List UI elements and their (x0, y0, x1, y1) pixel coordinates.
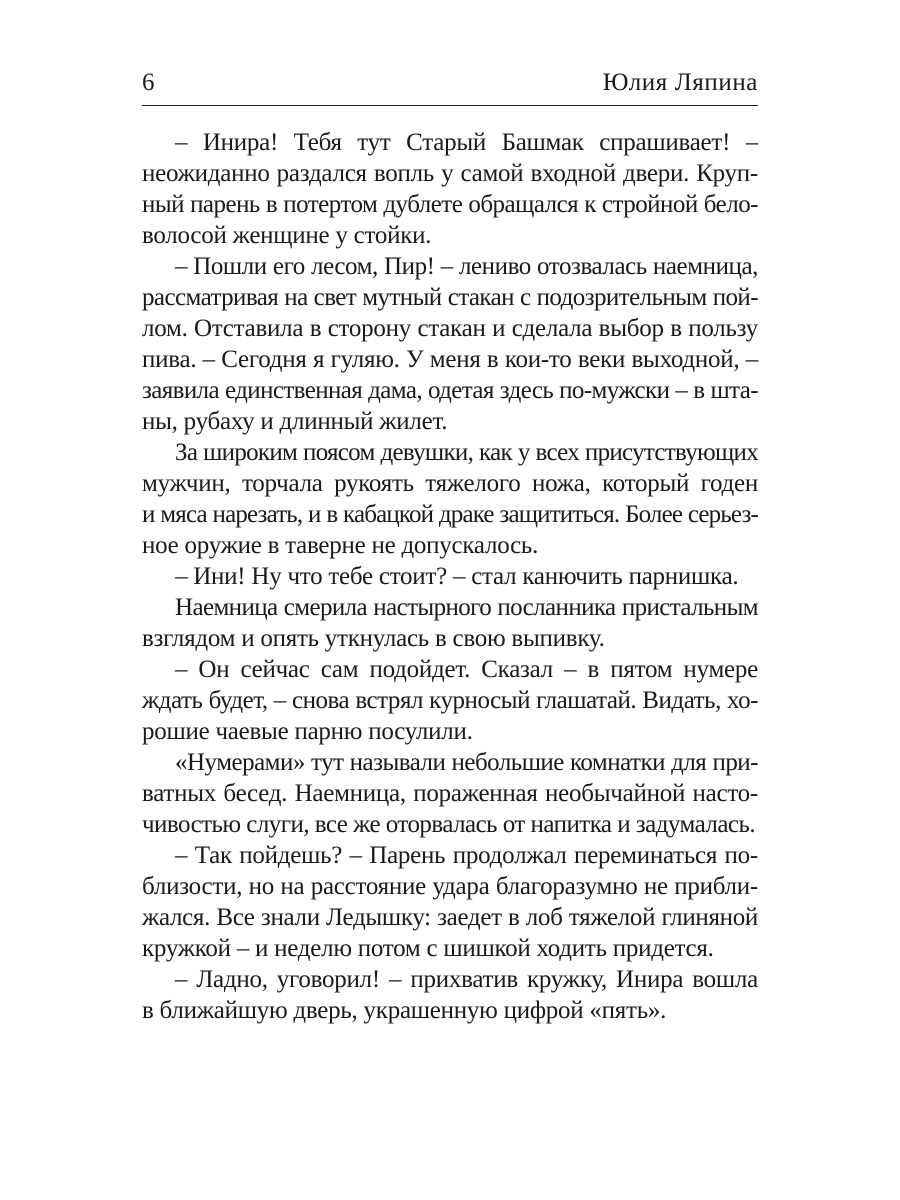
text-line: – Инира! Тебя тут Старый Башмак спрашивает! – (175, 129, 758, 156)
text-line: рассматривая на свет мутный стакан с подозрительным пой- (142, 284, 758, 311)
paragraph (142, 437, 758, 561)
text-line: заявила единственная дама, одетая здесь по-мужски – в шта- (142, 377, 758, 404)
text-line: близости, но на расстояние удара благоразумно не прибли- (142, 873, 758, 900)
text-line: ватных бесед. Наемница, пораженная необычайной насто- (142, 780, 758, 807)
paragraph (142, 654, 758, 747)
text-line: в ближайшую дверь, украшенную цифрой «пять». (142, 997, 667, 1024)
paragraph (142, 127, 758, 251)
text-line: ны, рубаху и длинный жилет. (142, 408, 448, 435)
text-line: – Пошли его лесом, Пир! – лениво отозвалась наемница, (175, 253, 758, 280)
text-line: пива. – Сегодня я гуляю. У меня в кои-то веки выходной, – (142, 346, 758, 373)
text-line: За широким поясом девушки, как у всех присутствующих (175, 439, 758, 466)
running-head (142, 66, 758, 100)
text-line: лом. Отставила в сторону стакан и сделала выбор в пользу (142, 315, 758, 342)
text-line: ный парень в потертом дублете обращался к стройной бело- (142, 191, 758, 218)
header-rule (142, 105, 758, 106)
body-text (142, 127, 758, 1026)
text-line: ное оружие в таверне не допускалось. (142, 532, 539, 559)
running-title-author: Юлия Ляпина (602, 69, 758, 96)
page-number: 6 (142, 69, 155, 96)
text-line: мужчин, торчала рукоять тяжелого ножа, который годен (142, 470, 758, 497)
text-line: – Ини! Ну что тебе стоит? – стал канючить парнишка. (175, 563, 739, 590)
paragraph (142, 747, 758, 840)
text-line: – Он сейчас сам подойдет. Сказал – в пятом нумере (175, 656, 758, 683)
paragraph (142, 592, 758, 654)
text-line: волосой женщине у стойки. (142, 222, 432, 249)
paragraph (142, 840, 758, 964)
text-line: «Нумерами» тут называли небольшие комнатки для при- (175, 749, 758, 776)
text-line: взглядом и опять уткнулась в свою выпивку. (142, 625, 605, 652)
text-line: неожиданно раздался вопль у самой входной двери. Круп- (142, 160, 758, 187)
text-line: – Ладно, уговорил! – прихватив кружку, Инира вошла (175, 966, 758, 993)
text-line: – Так пойдешь? – Парень продолжал переминаться по- (175, 842, 758, 869)
paragraph (142, 561, 758, 592)
paragraph (142, 964, 758, 1026)
text-line: ждать будет, – снова встрял курносый глашатай. Видать, хо- (142, 687, 758, 714)
text-line: чивостью слуги, все же оторвалась от напитка и задумалась. (142, 811, 756, 838)
text-line: Наемница смерила настырного посланника пристальным (175, 594, 758, 621)
text-line: и мяса нарезать, и в кабацкой драке защититься. Более серьез- (142, 501, 758, 528)
text-line: жался. Все знали Ледышку: заедет в лоб тяжелой глиняной (142, 904, 758, 931)
paragraph (142, 251, 758, 437)
text-line: кружкой – и неделю потом с шишкой ходить придется. (142, 935, 714, 962)
text-line: рошие чаевые парню посулили. (142, 718, 473, 745)
